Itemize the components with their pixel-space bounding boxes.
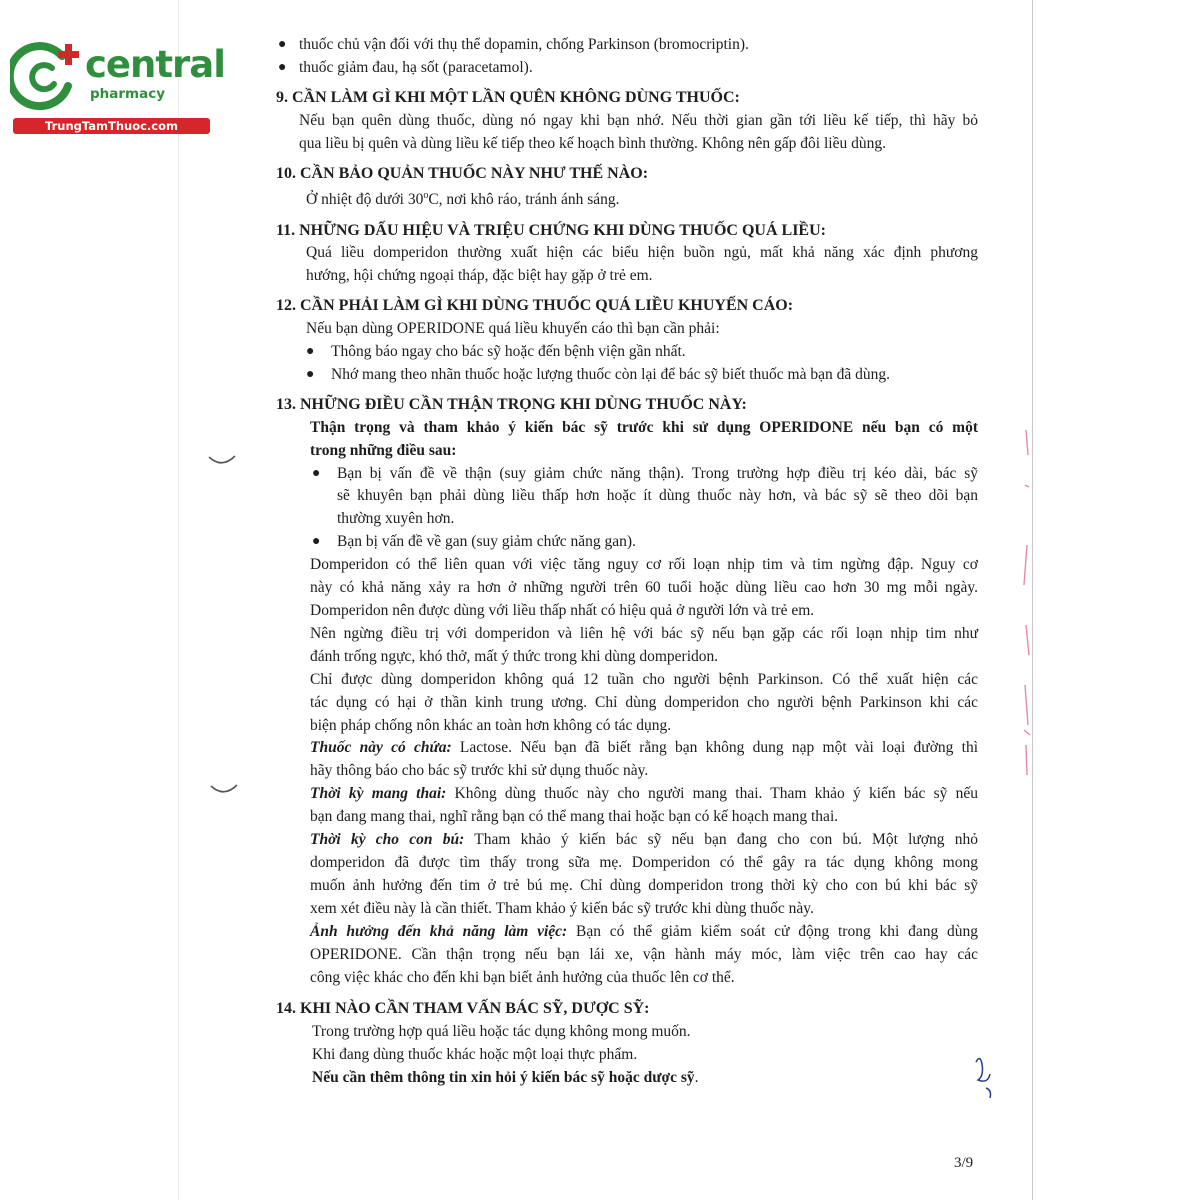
paragraph-line: Ảnh hưởng đến khả năng làm việc: Bạn có thể giảm kiểm soát cử động trong khi đang dùng	[310, 922, 978, 940]
section-heading: 12. CẦN PHẢI LÀM GÌ KHI DÙNG THUỐC QUÁ LIỀU KHUYẾN CÁO:	[276, 297, 794, 315]
paragraph-line: Ở nhiệt độ dưới 30$^o$C, nơi khô ráo, tránh ánh sáng.	[306, 190, 620, 209]
leaflet-content	[276, 34, 978, 1090]
section-heading: 9. CẦN LÀM GÌ KHI MỘT LẦN QUÊN KHÔNG DÙNG THUỐC:	[276, 88, 740, 106]
list-item: ● Bạn bị vấn đề về gan (suy giảm chức năng gan).	[312, 533, 636, 551]
paragraph-line: qua liều bị quên và dùng liều kế tiếp theo kế hoạch bình thường. Không nên gấp đôi liều dùng.	[299, 134, 886, 152]
list-item: ● Bạn bị vấn đề về thận (suy giảm chức năng thận). Trong trường hợp điều trị kéo dài, bác sỹ	[312, 464, 978, 482]
paragraph-line: Trong trường hợp quá liều hoặc tác dụng không mong muốn.	[312, 1023, 691, 1041]
section-heading: 14. KHI NÀO CẦN THAM VẤN BÁC SỸ, DƯỢC SỸ:	[276, 1000, 650, 1018]
list-item: ● thuốc giảm đau, hạ sốt (paracetamol).	[278, 58, 533, 76]
paragraph-line: công việc khác cho đến khi bạn biết ảnh hưởng của thuốc lên cơ thể.	[310, 968, 735, 986]
paragraph-line: muốn ảnh hưởng đến tim ở trẻ bú mẹ. Chỉ dùng domperidon trong thời kỳ cho con bú khi bác sỹ	[310, 876, 978, 894]
paragraph-line: Nếu bạn dùng OPERIDONE quá liều khuyến cáo thì bạn cần phải:	[306, 320, 720, 338]
list-item: ● thuốc chủ vận đối với thụ thể dopamin, chống Parkinson (bromocriptin).	[278, 36, 749, 53]
paragraph-line: thường xuyên hơn.	[337, 510, 455, 528]
paragraph-line: Nếu bạn quên dùng thuốc, dùng nó ngay khi bạn nhớ. Nếu thời gian gần tới liều kế tiếp, thì hãy bỏ	[299, 111, 978, 129]
section-heading: 13. NHỮNG ĐIỀU CẦN THẬN TRỌNG KHI DÙNG THUỐC NÀY:	[276, 395, 747, 413]
list-item: ● Thông báo ngay cho bác sỹ hoặc đến bệnh viện gần nhất.	[306, 343, 686, 361]
paragraph-line: Thận trọng và tham khảo ý kiến bác sỹ trước khi sử dụng OPERIDONE nếu bạn có một	[310, 418, 978, 436]
logo-subtitle: pharmacy	[90, 86, 166, 102]
paragraph-line: Thời kỳ mang thai: Không dùng thuốc này cho người mang thai. Tham khảo ý kiến bác sỹ nếu	[310, 785, 978, 803]
page-number: 3/9	[954, 1155, 974, 1171]
paragraph-line: biện pháp chống nôn khác an toàn hơn không có tác dụng.	[310, 716, 672, 734]
paragraph-line: này có khả năng xảy ra hơn ở những người trên 60 tuổi hoặc dùng liều cao hơn 30 mg mỗi ngày.	[310, 579, 978, 597]
paragraph-line: hãy thông báo cho bác sỹ trước khi sử dụng thuốc này.	[310, 762, 649, 780]
paragraph-line: xem xét điều này là cần thiết. Tham khảo ý kiến bác sỹ trước khi dùng thuốc này.	[310, 899, 814, 917]
paragraph-line: bạn đang mang thai, nghĩ rằng bạn có thể mang thai hoặc bạn có kế hoạch mang thai.	[310, 808, 839, 826]
logo-url-banner[interactable]: TrungTamThuoc.com	[13, 118, 210, 134]
pharmacy-logo-icon	[10, 38, 86, 116]
paragraph-line: OPERIDONE. Cần thận trọng nếu bạn lái xe, vận hành máy móc, làm việc trên cao hay các	[310, 945, 978, 963]
paragraph-line: Thời kỳ cho con bú: Tham khảo ý kiến bác sỹ nếu bạn đang cho con bú. Một lượng nhỏ	[310, 831, 978, 849]
punch-hole-mark	[209, 782, 239, 796]
paragraph-line: Nên ngừng điều trị với domperidon và liên hệ với bác sỹ nếu bạn gặp các rối loạn nhịp tim như	[310, 624, 978, 642]
paragraph-line: Chỉ được dùng domperidon không quá 12 tuần cho người bệnh Parkinson. Có thể xuất hiện các	[310, 670, 978, 688]
logo-name: central	[85, 43, 225, 86]
paragraph-line: đánh trống ngực, khó thở, mất ý thức trong khi dùng domperidon.	[310, 647, 719, 665]
paragraph-line: Khi đang dùng thuốc khác hoặc một loại thực phẩm.	[312, 1046, 638, 1064]
paragraph-line: hướng, hội chứng ngoại tháp, đặc biệt hay gặp ở trẻ em.	[306, 267, 653, 285]
section-heading: 10. CẦN BẢO QUẢN THUỐC NÀY NHƯ THẾ NÀO:	[276, 164, 649, 182]
punch-hole-mark	[207, 453, 237, 467]
section-heading: 11. NHỮNG DẤU HIỆU VÀ TRIỆU CHỨNG KHI DÙNG THUỐC QUÁ LIỀU:	[276, 221, 826, 239]
paragraph-line: tác dụng có hại ở thần kinh trung ương. Chỉ dùng domperidon cho người bệnh Parkinson khi các	[310, 693, 978, 711]
paragraph-line: trong những điều sau:	[310, 441, 457, 459]
paragraph-line: Quá liều domperidon thường xuất hiện các biểu hiện buồn ngủ, mất khả năng xác định phương	[306, 244, 978, 262]
paragraph-line: domperidon đã được tìm thấy trong sữa mẹ. Domperidon có thể gây ra tác dụng không mong	[310, 853, 978, 871]
margin-stamp-mark	[1020, 425, 1034, 785]
paragraph-line: Nếu cần thêm thông tin xin hỏi ý kiến bác sỹ hoặc dược sỹ.	[312, 1069, 699, 1087]
paragraph-line: Domperidon nên được dùng với liều thấp nhất có hiệu quả ở người lớn và trẻ em.	[310, 602, 815, 619]
paragraph-line: Domperidon có thể liên quan với việc tăng nguy cơ rối loạn nhịp tim và tim ngừng đập. Nguy cơ	[310, 556, 978, 574]
paragraph-line: sẽ khuyên bạn phải dùng liều thấp hơn hoặc ít dùng thuốc này hơn, và bác sỹ sẽ theo dõi bạn	[337, 487, 978, 505]
paragraph-line: Thuốc này có chứa: Lactose. Nếu bạn đã biết rằng bạn không dung nạp một vài loại đường thì	[310, 739, 978, 757]
list-item: ● Nhớ mang theo nhãn thuốc hoặc lượng thuốc còn lại để bác sỹ biết thuốc mà bạn đã dùng.	[306, 365, 890, 383]
